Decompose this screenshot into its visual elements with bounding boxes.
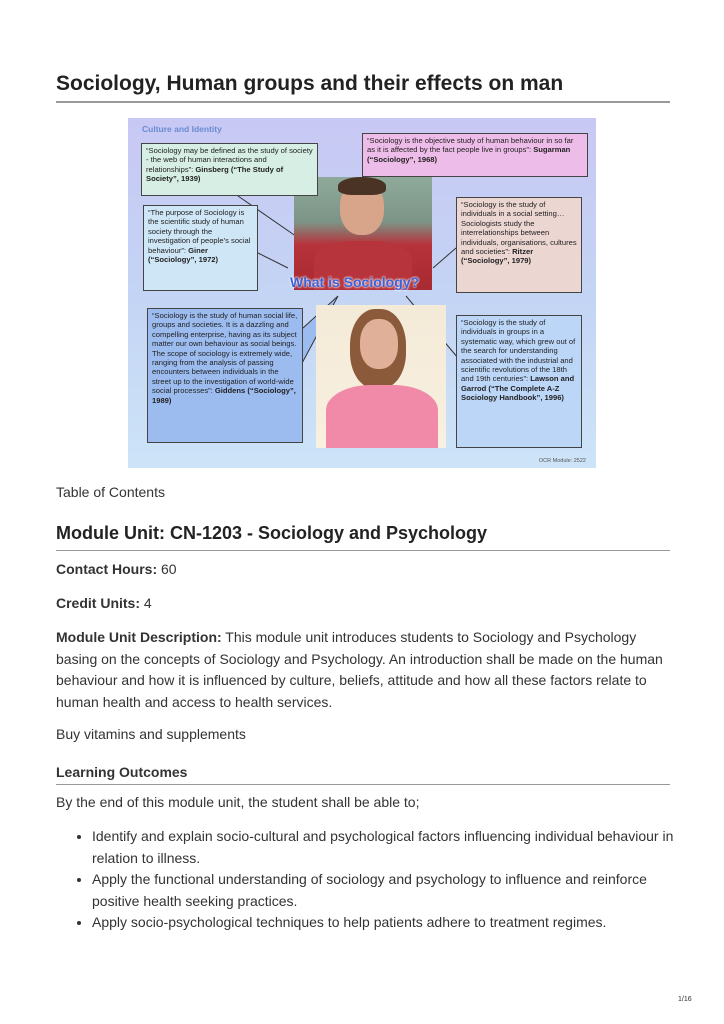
quote-text: “Sociology is the study of human social life, groups and societies. It is a dazzling and compelling enterprise, having as its subject matter our own behaviour as social beings. The scope of sociology is extremely wide, ranging from the analysis of passing encounters between individuals in the street up to the investigation of world-wide social processes”:	[152, 311, 298, 396]
learning-outcomes-heading: Learning Outcomes	[56, 764, 188, 780]
sociology-figure	[128, 118, 596, 468]
credit-units-value: 4	[140, 595, 152, 611]
quote-source: Ritzer (“Sociology”, 1979)	[461, 247, 534, 266]
quote-ginsberg	[141, 143, 318, 196]
quote-source: Lawson and Garrod (“The Complete A-Z Sociology Handbook”, 1996)	[461, 374, 575, 403]
contact-hours-value: 60	[157, 561, 177, 577]
quote-source: Giner (“Sociology”, 1972)	[148, 245, 219, 265]
contact-hours	[56, 559, 676, 581]
woman-photo	[316, 305, 446, 448]
quote-text: “Sociology is the study of individuals in a social setting…Sociologists study the interrelationships between individuals, organisations, cultures and societies”:	[461, 200, 577, 257]
quote-source: Sugarman (“Sociology”, 1968)	[367, 145, 571, 164]
figure-heading: Culture and Identity	[142, 124, 222, 134]
list-item: • Identify and explain socio-cultural and psychological factors influencing individual behaviour in relation to illness.	[92, 826, 680, 869]
credit-units-label: Credit Units:	[56, 595, 140, 611]
page-number: 1/16	[678, 996, 692, 1003]
page-title: Sociology, Human groups and their effects on man	[56, 72, 564, 95]
module-heading: Module Unit: CN-1203 - Sociology and Psychology	[56, 523, 488, 543]
quote-giddens	[147, 308, 303, 443]
title-divider	[56, 101, 670, 103]
quote-text: “Sociology is the objective study of human behaviour in so far as it is affected by the fact people live in groups”:	[367, 136, 574, 155]
description-label: Module Unit Description:	[56, 629, 222, 645]
quote-sugarman	[362, 133, 588, 177]
module-description	[56, 627, 674, 714]
learning-outcomes-divider	[56, 784, 670, 785]
quote-text: “The purpose of Sociology is the scientific study of human society through the investigation of people’s social behaviour”:	[148, 208, 251, 255]
ad-link[interactable]: Buy vitamins and supplements	[56, 726, 246, 742]
list-item: • Apply socio-psychological techniques to help patients adhere to treatment regimes.	[92, 912, 680, 934]
quote-ritzer	[456, 197, 582, 293]
module-divider	[56, 550, 670, 551]
learning-outcomes-list	[56, 826, 680, 934]
quote-text: “Sociology is the study of individuals in groups in a systematic way, which grew out of the search for understanding associated with the industrial and scientific revolutions of the 18th and 19th centuries”:	[461, 318, 576, 384]
learning-outcomes-intro: By the end of this module unit, the student shall be able to;	[56, 794, 420, 810]
quote-text: “Sociology may be defined as the study of society - the web of human interactions and relationships”:	[146, 146, 313, 174]
contact-hours-label: Contact Hours:	[56, 561, 158, 577]
quote-source: Giddens (“Sociology”, 1989)	[152, 386, 296, 405]
what-is-sociology-text: What is Sociology?	[290, 274, 420, 290]
table-of-contents-link[interactable]: Table of Contents	[56, 484, 165, 500]
quote-lawson-garrod	[456, 315, 582, 448]
quote-giner	[143, 205, 258, 291]
quote-source: Ginsberg (“The Study of Society”, 1939)	[146, 164, 284, 184]
figure-footer: OCR Module: 2522	[538, 458, 586, 464]
credit-units	[56, 593, 676, 615]
description-text: This module unit introduces students to Sociology and Psychology basing on the concepts of Sociology and Psychology. An introduction shall be made on the human behaviour and how it is influenced by culture, beliefs, attitude and how all these factors relate to human health and access to health services.	[56, 629, 663, 711]
list-item: • Apply the functional understanding of sociology and psychology to influence and reinforce positive health seeking practices.	[92, 869, 680, 912]
